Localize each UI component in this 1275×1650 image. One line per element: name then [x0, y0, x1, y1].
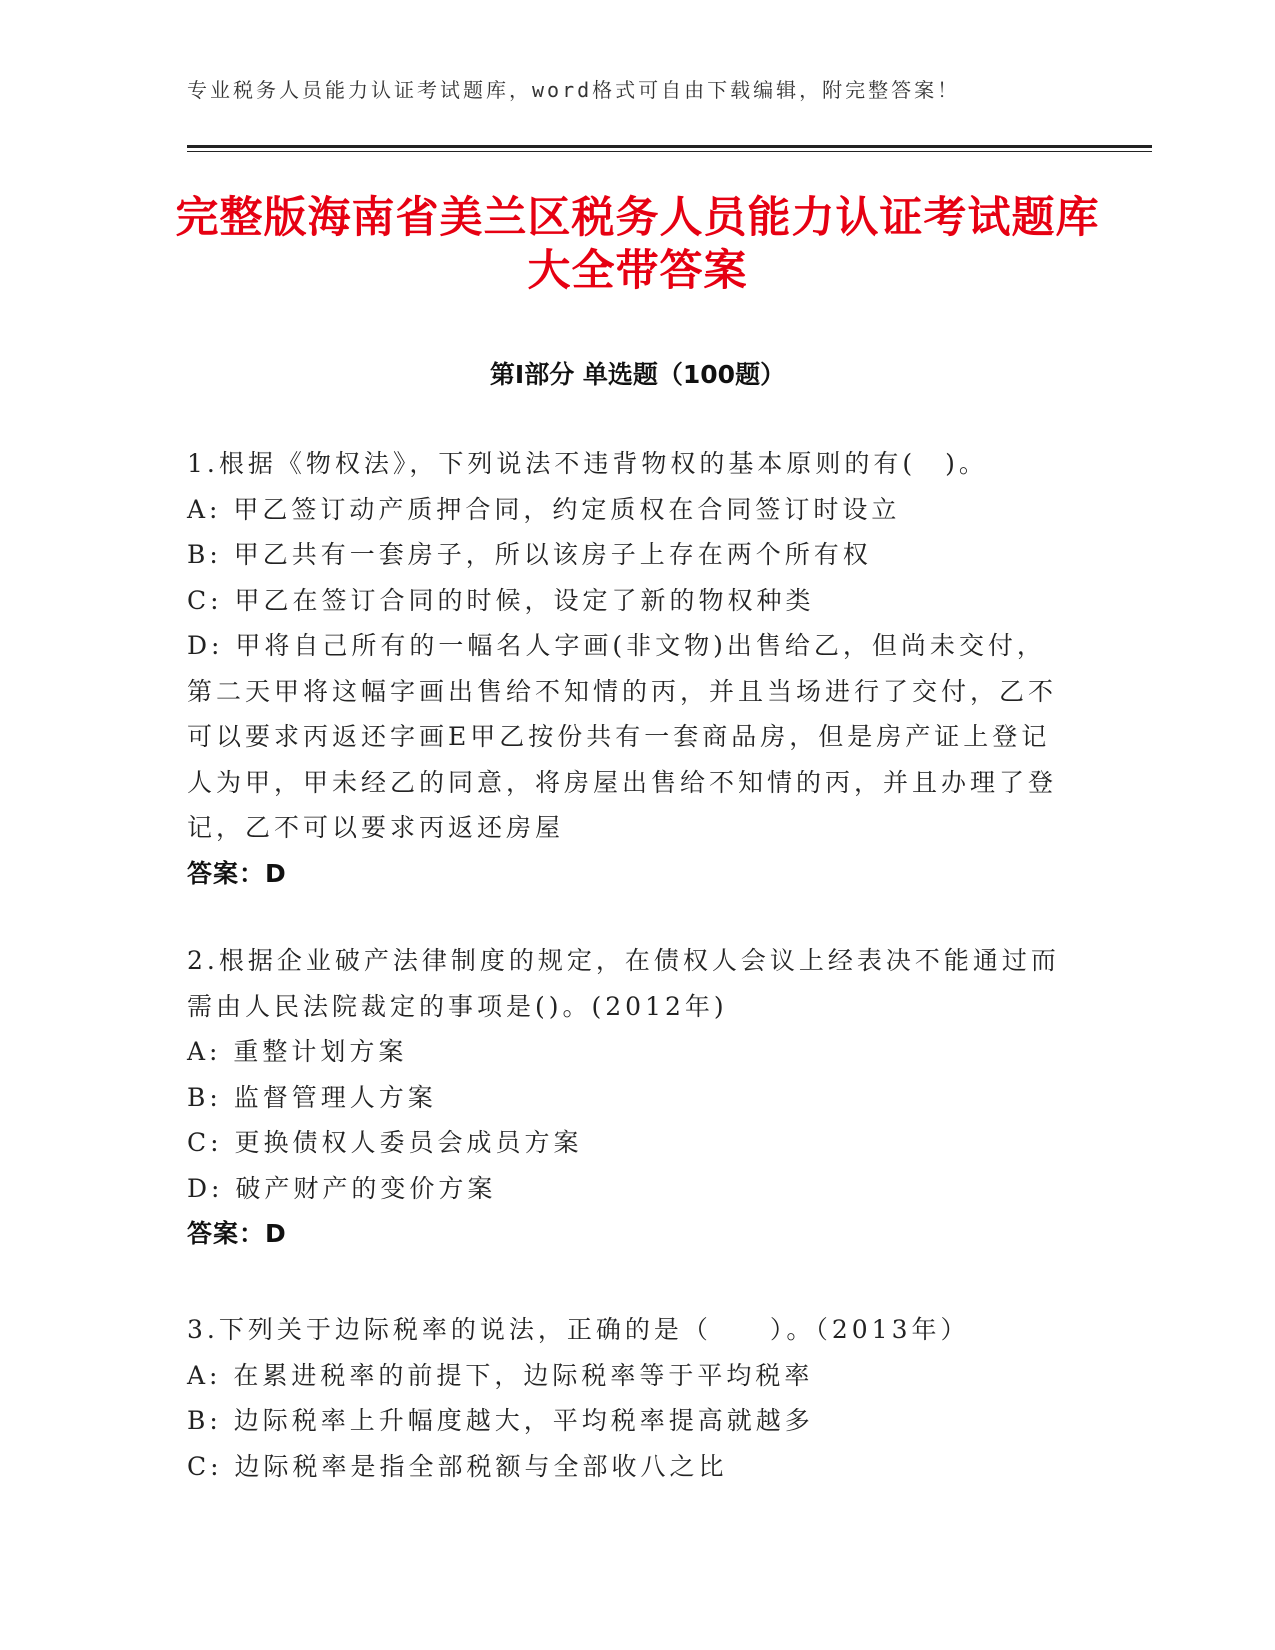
option-a: A: 甲乙签订动产质押合同，约定质权在合同签订时设立	[187, 494, 901, 524]
option-d: D: 破产财产的变价方案	[187, 1173, 497, 1203]
option-c: C: 甲乙在签订合同的时候，设定了新的物权种类	[187, 585, 815, 615]
option-c: C: 边际税率是指全部税额与全部收八之比	[187, 1451, 728, 1481]
question-3	[187, 1307, 1067, 1489]
option-b: B: 监督管理人方案	[187, 1082, 437, 1112]
option-b: B: 甲乙共有一套房子，所以该房子上存在两个所有权	[187, 540, 872, 569]
option-d: D: 甲将自己所有的一幅名人字画(非文物)出售给乙，但尚未交付，第二天甲将这幅字画出售给不知情的丙，并且当场进行了交付，乙不可以要求丙返还字画E甲乙按份共有一套商品房，但是房产证上登记人为甲，甲未经乙的同意，将房屋出售给不知情的丙，并且办理了登记，乙不可以要求丙返还房屋	[187, 631, 1058, 842]
option-a: A: 在累进税率的前提下，边际税率等于平均税率	[187, 1360, 814, 1390]
option-b: B: 边际税率上升幅度越大，平均税率提高就越多	[187, 1406, 814, 1435]
question-stem: 1.根据《物权法》，下列说法不违背物权的基本原则的有( )。	[187, 449, 988, 478]
section-title: 第Ⅰ部分 单选题（100题）	[489, 360, 786, 389]
question-1	[187, 441, 1067, 896]
option-c: C: 更换债权人委员会成员方案	[187, 1128, 583, 1157]
answer: 答案：D	[187, 858, 287, 888]
question-stem: 2.根据企业破产法律制度的规定，在债权人会议上经表决不能通过而需由人民法院裁定的事项是()。(2012年)	[187, 946, 1060, 1021]
page-header: 专业税务人员能力认证考试题库，word格式可自由下载编辑，附完整答案！	[187, 78, 961, 102]
option-a: A: 重整计划方案	[187, 1037, 408, 1066]
header-divider-thick	[187, 145, 1152, 148]
question-stem: 3.下列关于边际税率的说法，正确的是（ ）。（2013年）	[187, 1315, 970, 1344]
answer: 答案：D	[187, 1219, 287, 1248]
question-2	[187, 938, 1067, 1257]
header-divider-thin	[187, 151, 1152, 152]
document-title: 完整版海南省美兰区税务人员能力认证考试题库大全带答案	[175, 193, 1100, 296]
